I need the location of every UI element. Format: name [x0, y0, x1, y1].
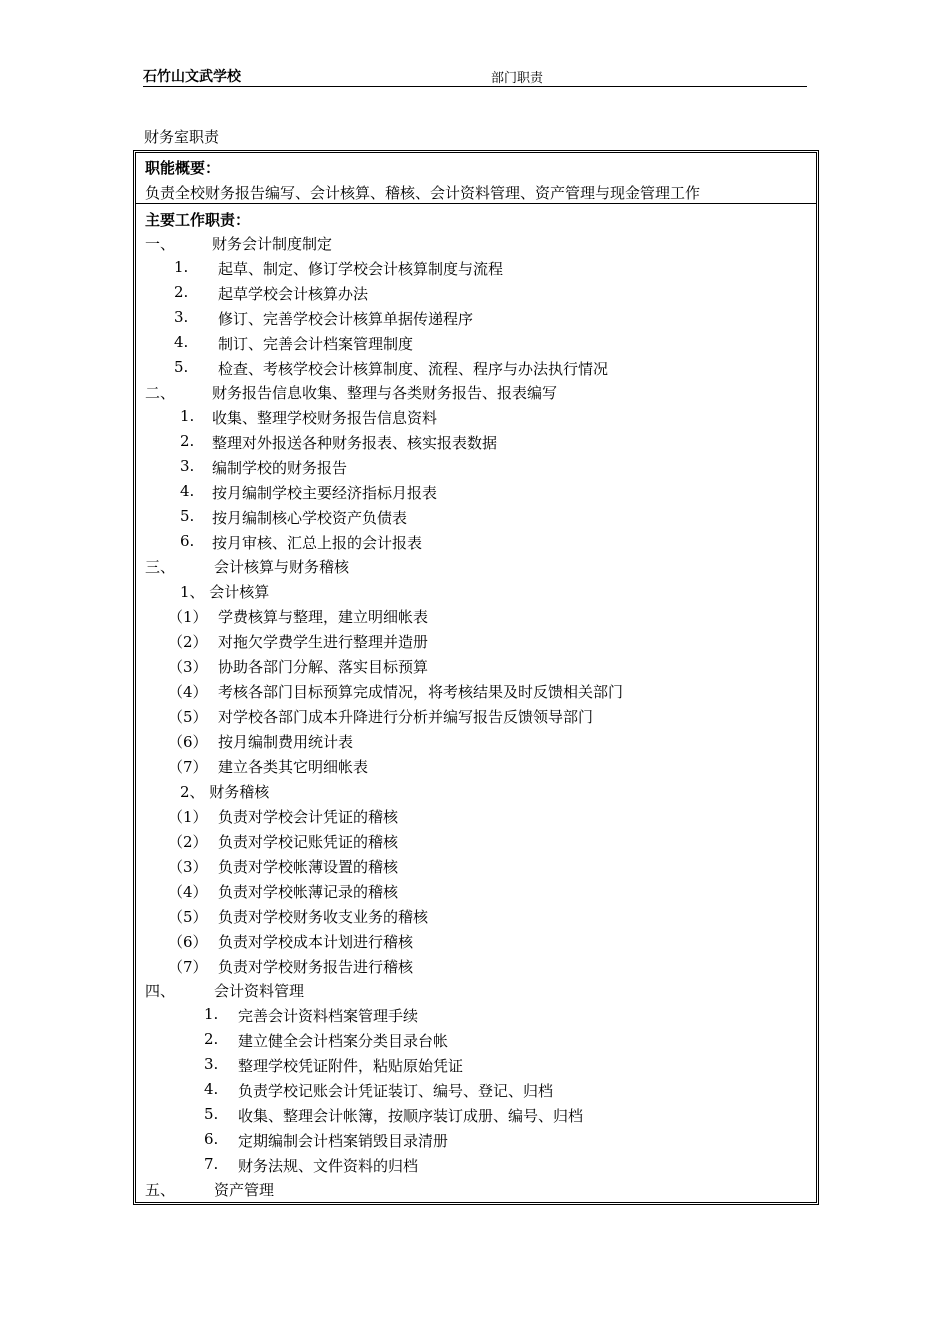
s3b-item-5: 负责对学校财务收支业务的稽核	[218, 908, 429, 926]
s4-item-6-num: 6.	[204, 1130, 219, 1148]
s2-item-6-num: 6.	[180, 532, 195, 550]
s1-item-1-num: 1.	[174, 258, 189, 276]
section-3-num: 三、	[145, 558, 176, 576]
s4-item-7-num: 7.	[204, 1155, 219, 1173]
document-title: 财务室职责	[144, 128, 220, 146]
header-dept-label: 部门职责	[491, 71, 544, 86]
s3b-item-7-num: （7）	[168, 958, 208, 976]
s3a-item-1: 学费核算与整理，建立明细帐表	[218, 608, 429, 626]
s1-item-2: 起草学校会计核算办法	[218, 285, 369, 303]
s1-item-4: 制订、完善会计档案管理制度	[218, 335, 414, 353]
section-1-num: 一、	[145, 235, 176, 253]
s2-item-5-num: 5.	[180, 507, 195, 525]
s3a-item-2-num: （2）	[168, 633, 208, 651]
s2-item-5: 按月编制核心学校资产负债表	[212, 509, 408, 527]
s3a-item-4-num: （4）	[168, 683, 208, 701]
overview-text: 负责全校财务报告编写、会计核算、稽核、会计资料管理、资产管理与现金管理工作	[145, 184, 701, 202]
s3b-item-2-num: （2）	[168, 833, 208, 851]
section-3-title: 会计核算与财务稽核	[214, 558, 350, 576]
s2-item-4: 按月编制学校主要经济指标月报表	[212, 484, 438, 502]
s1-item-5: 检查、考核学校会计核算制度、流程、程序与办法执行情况	[218, 360, 609, 378]
section-4-title: 会计资料管理	[214, 982, 305, 1000]
s4-item-4: 负责学校记账会计凭证装订、编号、登记、归档	[238, 1082, 554, 1100]
section-1-title: 财务会计制度制定	[212, 235, 333, 253]
s3a-item-6: 按月编制费用统计表	[218, 733, 354, 751]
s3b-item-6: 负责对学校成本计划进行稽核	[218, 933, 414, 951]
overview-section	[136, 153, 816, 204]
s3a-item-3: 协助各部门分解、落实目标预算	[218, 658, 429, 676]
s3a-item-4: 考核各部门目标预算完成情况，将考核结果及时反馈相关部门	[218, 683, 624, 701]
s3a-item-5-num: （5）	[168, 708, 208, 726]
section-5-num: 五、	[145, 1181, 176, 1199]
s3a-item-5: 对学校各部门成本升降进行分析并编写报告反馈领导部门	[218, 708, 594, 726]
s4-item-6: 定期编制会计档案销毁目录清册	[238, 1132, 449, 1150]
section-5-title: 资产管理	[214, 1181, 275, 1199]
s2-item-6: 按月审核、汇总上报的会计报表	[212, 534, 423, 552]
s3b-item-4: 负责对学校帐薄记录的稽核	[218, 883, 399, 901]
s3b-item-4-num: （4）	[168, 883, 208, 901]
duties-heading: 主要工作职责：	[145, 211, 251, 229]
s3b-item-2: 负责对学校记账凭证的稽核	[218, 833, 399, 851]
s1-item-2-num: 2.	[174, 283, 189, 301]
s2-item-1-num: 1.	[180, 407, 195, 425]
page-header	[143, 64, 807, 87]
s3a-item-6-num: （6）	[168, 733, 208, 751]
s4-item-2: 建立健全会计档案分类目录台帐	[238, 1032, 449, 1050]
s4-item-1-num: 1.	[204, 1005, 219, 1023]
s3b-item-1: 负责对学校会计凭证的稽核	[218, 808, 399, 826]
section-4-num: 四、	[145, 982, 176, 1000]
school-name: 石竹山文武学校	[143, 69, 241, 85]
s4-item-5: 收集、整理会计帐簿，按顺序装订成册、编号、归档	[238, 1107, 584, 1125]
s4-item-3: 整理学校凭证附件，粘贴原始凭证	[238, 1057, 464, 1075]
s3b-item-7: 负责对学校财务报告进行稽核	[218, 958, 414, 976]
duties-table	[133, 150, 819, 1205]
s4-item-2-num: 2.	[204, 1030, 219, 1048]
s4-item-3-num: 3.	[204, 1055, 219, 1073]
s4-item-5-num: 5.	[204, 1105, 219, 1123]
s1-item-3-num: 3.	[174, 308, 189, 326]
s2-item-3: 编制学校的财务报告	[212, 459, 348, 477]
s3b-item-1-num: （1）	[168, 808, 208, 826]
s2-item-1: 收集、整理学校财务报告信息资料	[212, 409, 438, 427]
s1-item-3: 修订、完善学校会计核算单据传递程序	[218, 310, 474, 328]
s3a-item-7-num: （7）	[168, 758, 208, 776]
s2-item-2-num: 2.	[180, 432, 195, 450]
s3a-item-3-num: （3）	[168, 658, 208, 676]
s3b-item-6-num: （6）	[168, 933, 208, 951]
s3-sub2-label: 2、 财务稽核	[180, 783, 270, 801]
overview-heading: 职能概要：	[145, 159, 221, 177]
section-2-num: 二、	[145, 384, 176, 402]
s3-sub1-label: 1、 会计核算	[180, 583, 270, 601]
s1-item-1: 起草、制定、修订学校会计核算制度与流程	[218, 260, 504, 278]
s2-item-3-num: 3.	[180, 457, 195, 475]
s3b-item-5-num: （5）	[168, 908, 208, 926]
s4-item-7: 财务法规、文件资料的归档	[238, 1157, 419, 1175]
s3a-item-2: 对拖欠学费学生进行整理并造册	[218, 633, 429, 651]
s4-item-4-num: 4.	[204, 1080, 219, 1098]
s1-item-5-num: 5.	[174, 358, 189, 376]
s2-item-4-num: 4.	[180, 482, 195, 500]
s3b-item-3-num: （3）	[168, 858, 208, 876]
s3a-item-1-num: （1）	[168, 608, 208, 626]
s2-item-2: 整理对外报送各种财务报表、核实报表数据	[212, 434, 498, 452]
s3a-item-7: 建立各类其它明细帐表	[218, 758, 369, 776]
section-2-title: 财务报告信息收集、整理与各类财务报告、报表编写	[212, 384, 558, 402]
s4-item-1: 完善会计资料档案管理手续	[238, 1007, 419, 1025]
s1-item-4-num: 4.	[174, 333, 189, 351]
s3b-item-3: 负责对学校帐薄设置的稽核	[218, 858, 399, 876]
